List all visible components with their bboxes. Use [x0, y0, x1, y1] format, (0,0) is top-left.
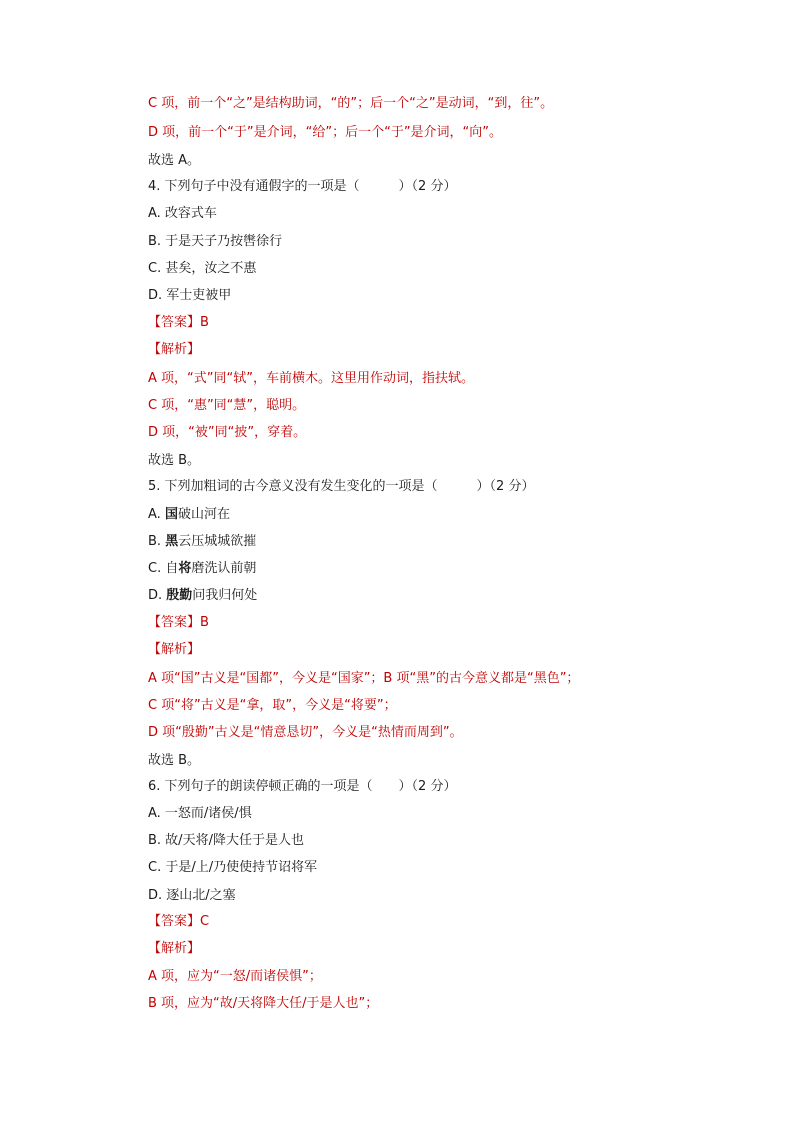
text-segment: B 项，应为“故/天将降大任/于是人也”；: [148, 996, 379, 1011]
text-line: [148, 287, 231, 305]
text-line: [148, 913, 209, 931]
text-segment: D.: [148, 588, 167, 603]
bold-word: 国: [164, 507, 178, 522]
text-line: [148, 314, 209, 332]
text-segment: B: [200, 315, 209, 330]
bold-word: 殷勤: [166, 588, 193, 603]
text-line: [148, 424, 306, 442]
text-segment: D. 军士吏被甲: [148, 288, 232, 303]
text-segment: 磨洗认前朝: [191, 561, 257, 576]
text-segment: 故选 B。: [148, 453, 201, 468]
text-line: [148, 178, 456, 196]
text-line: [148, 805, 252, 823]
text-segment: D 项“殷勤”古义是“情意恳切”，今义是“热情而周到”。: [148, 725, 463, 740]
text-segment: A. 改容式车: [148, 206, 217, 221]
text-line: [148, 724, 463, 742]
text-segment: A 项，“式”同“轼”，车前横木。这里用作动词，指扶轼。: [148, 371, 474, 386]
text-line: [148, 940, 200, 958]
text-segment: 故选 A。: [148, 153, 201, 168]
text-segment: 【解析】: [148, 642, 201, 657]
text-segment: D 项，前一个“于”是介词，“给”；后一个“于”是介词，“向”。: [148, 125, 503, 140]
text-line: [148, 752, 200, 770]
text-line: [148, 152, 200, 170]
text-line: [148, 533, 256, 551]
text-segment: D. 逐山北/之塞: [148, 888, 236, 903]
text-segment: C. 自: [148, 561, 179, 576]
text-line: [148, 124, 502, 142]
text-segment: 4. 下列句子中没有通假字的一项是（ ）（2 分）: [148, 179, 457, 194]
text-line: [148, 452, 200, 470]
text-segment: C: [200, 914, 210, 929]
text-line: [148, 560, 256, 578]
text-segment: 【答案】: [148, 315, 201, 330]
text-segment: 6. 下列句子的朗读停顿正确的一项是（ ）（2 分）: [148, 779, 457, 794]
text-line: [148, 370, 474, 388]
text-line: [148, 697, 397, 715]
text-line: [148, 341, 200, 359]
text-line: [148, 641, 200, 659]
text-segment: C. 甚矣，汝之不惠: [148, 261, 257, 276]
text-segment: C 项，“惠”同“慧”，聪明。: [148, 398, 306, 413]
text-segment: 破山河在: [177, 507, 230, 522]
text-segment: A 项“国”古义是“国都”，今义是“国家”；B 项“黑”的古今意义都是“黑色”；: [148, 671, 580, 686]
text-segment: 【答案】: [148, 914, 201, 929]
text-line: [148, 95, 553, 113]
text-segment: A 项，应为“一怒/而诸侯惧”；: [148, 969, 322, 984]
text-segment: 云压城城欲摧: [178, 534, 257, 549]
text-segment: 5. 下列加粗词的古今意义没有发生变化的一项是（ ）（2 分）: [148, 479, 535, 494]
text-line: [148, 478, 534, 496]
text-line: [148, 614, 209, 632]
text-segment: 【答案】: [148, 615, 201, 630]
text-line: [148, 397, 305, 415]
text-segment: B.: [148, 534, 166, 549]
text-line: [148, 233, 282, 251]
text-segment: B: [200, 615, 209, 630]
text-line: [148, 670, 579, 688]
text-segment: B. 故/天将/降大任于是人也: [148, 833, 304, 848]
bold-word: 将: [178, 561, 192, 576]
text-line: [148, 587, 257, 605]
text-segment: A.: [148, 507, 165, 522]
text-segment: C 项，前一个“之”是结构助词，“的”；后一个“之”是动词，“到，往”。: [148, 96, 554, 111]
text-line: [148, 260, 256, 278]
text-segment: 【解析】: [148, 941, 201, 956]
text-line: [148, 995, 378, 1013]
text-line: [148, 778, 456, 796]
text-segment: A. 一怒而/诸侯/惧: [148, 806, 252, 821]
bold-word: 黑: [165, 534, 179, 549]
text-line: [148, 968, 322, 986]
text-segment: 问我归何处: [192, 588, 258, 603]
text-line: [148, 832, 304, 850]
text-segment: 【解析】: [148, 342, 201, 357]
text-segment: D 项，“被”同“披”，穿着。: [148, 425, 307, 440]
text-segment: B. 于是天子乃按辔徐行: [148, 234, 283, 249]
text-line: [148, 205, 217, 223]
text-line: [148, 859, 317, 877]
text-segment: C. 于是/上/乃使使持节诏将军: [148, 860, 318, 875]
text-line: [148, 506, 230, 524]
text-line: [148, 887, 236, 905]
text-segment: C 项“将”古义是“拿，取”，今义是“将要”；: [148, 698, 397, 713]
text-segment: 故选 B。: [148, 753, 201, 768]
